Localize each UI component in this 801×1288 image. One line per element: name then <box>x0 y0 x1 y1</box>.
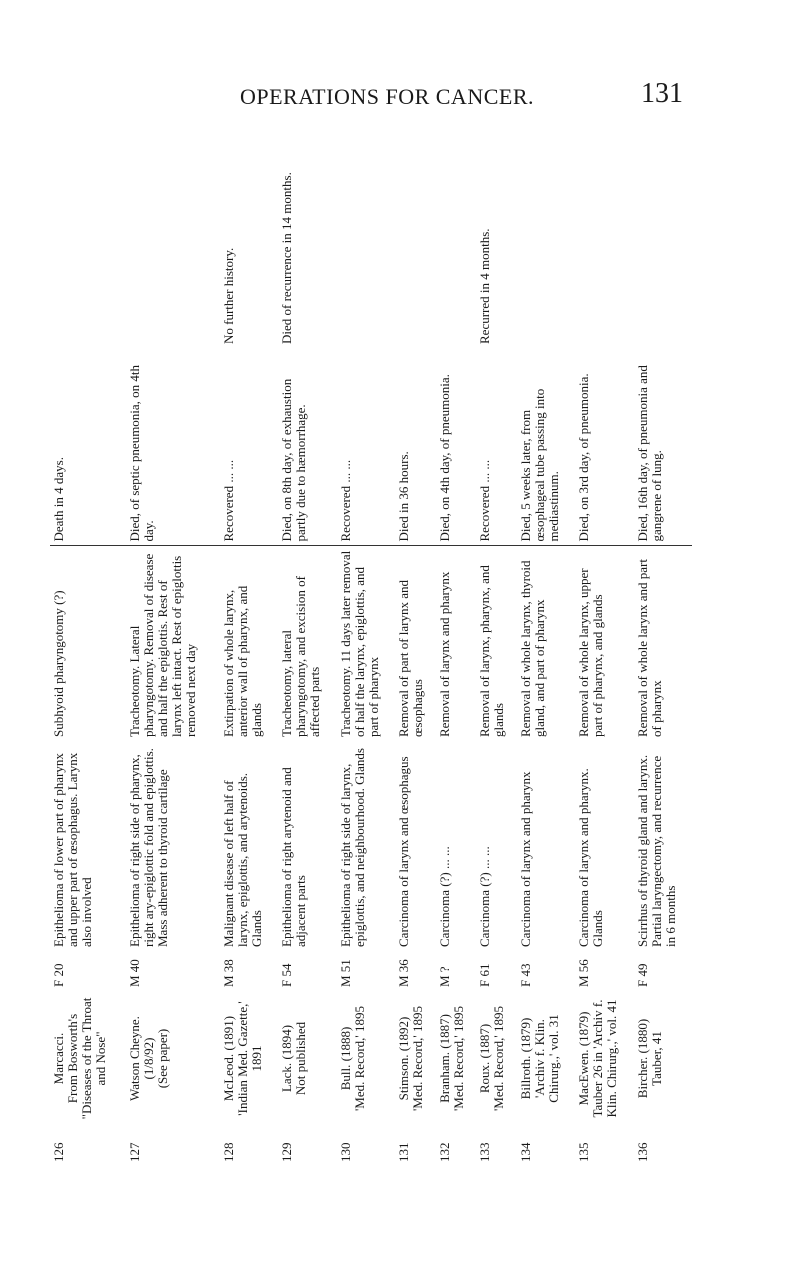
table-body <box>50 130 692 1166</box>
result-text: Recovered ... ... <box>221 459 236 542</box>
operator-reference <box>220 991 278 1126</box>
page-header <box>0 78 801 108</box>
case-number-text: 131 <box>396 1142 412 1162</box>
disease-description-text: Malignant disease of left half of larynx, epiglottis, and arytenoids. Glands <box>221 772 264 947</box>
sex-age <box>476 951 517 991</box>
disease-description <box>337 741 395 951</box>
sex-age <box>395 951 436 991</box>
operation-procedure-text: Tracheotomy. 11 days later removal of half the larynx, epiglottis, and part of pharynx <box>337 550 381 737</box>
disease-description <box>517 741 575 951</box>
remarks <box>476 130 517 348</box>
table-row <box>476 130 517 1166</box>
remarks <box>395 130 436 348</box>
sex-age <box>126 951 220 991</box>
operation-procedure-text: Extirpation of whole larynx, anterior wall of pharynx, and glands <box>221 585 264 737</box>
result <box>436 348 477 546</box>
disease-description <box>278 741 336 951</box>
operator-reference-text: Bircher. (1880) <box>634 1018 650 1099</box>
case-number <box>476 1126 517 1166</box>
operation-procedure <box>126 546 220 741</box>
sex-age <box>50 951 126 991</box>
operator-reference <box>517 991 575 1126</box>
disease-description-text: Carcinoma (?) ... ... <box>436 846 452 947</box>
remarks-text: No further history. <box>221 247 236 344</box>
operator-reference <box>126 991 220 1126</box>
operation-procedure <box>476 546 517 741</box>
sex-age-text: M ? <box>436 966 452 987</box>
result-text: Recovered ... ... <box>477 459 493 542</box>
case-number-text: 128 <box>221 1142 236 1162</box>
disease-description-text: Epithelioma of lower part of pharynx and upper part of œsophagus. Larynx also involved <box>51 752 94 947</box>
disease-description-text: Carcinoma of larynx and pharynx <box>517 771 533 947</box>
operator-reference <box>575 991 633 1126</box>
result <box>517 348 575 546</box>
operator-reference <box>476 991 517 1126</box>
operator-reference-text: 'Med. Record,' 1895 <box>491 1005 507 1112</box>
operator-reference-text: Watson Cheyne. (1/8/92) <box>127 1016 157 1101</box>
result-text: Died, on 3rd day, of pneumonia. <box>576 373 592 542</box>
sex-age <box>575 951 633 991</box>
operation-procedure <box>395 546 436 741</box>
operator-reference-text: Roux. (1887) <box>477 1023 493 1094</box>
sex-age <box>634 951 692 991</box>
sex-age-text: M 51 <box>337 959 353 987</box>
operator-reference-text: Tauber, 41 <box>648 1031 664 1086</box>
table-row <box>50 130 126 1166</box>
operation-procedure-text: Removal of part of larynx and œsophagus <box>396 579 426 737</box>
case-number-text: 127 <box>127 1142 143 1162</box>
operator-reference-text: McLeod. (1891) <box>221 1015 236 1102</box>
operator-reference <box>436 991 477 1126</box>
result <box>476 348 517 546</box>
case-number-text: 135 <box>576 1142 592 1162</box>
case-number-text: 129 <box>279 1142 295 1162</box>
sex-age-text: F 43 <box>517 963 533 987</box>
sex-age <box>337 951 395 991</box>
sex-age-text: F 61 <box>477 963 493 987</box>
disease-description <box>220 741 278 951</box>
case-number <box>575 1126 633 1166</box>
table-row <box>126 130 220 1166</box>
result <box>337 348 395 546</box>
remarks <box>220 130 278 348</box>
operator-reference-text: 'Archiv f. Klin. Chirurg.,' vol. 31 <box>531 1014 561 1103</box>
disease-description <box>634 741 692 951</box>
remarks <box>634 130 692 348</box>
result <box>220 348 278 546</box>
result-text: Recovered ... ... <box>337 459 353 542</box>
case-number <box>436 1126 477 1166</box>
result <box>395 348 436 546</box>
sex-age-text: M 36 <box>396 959 412 987</box>
disease-description <box>50 741 126 951</box>
operation-procedure-text: Removal of whole larynx and part of pharynx <box>634 559 664 737</box>
disease-description <box>436 741 477 951</box>
table-row <box>436 130 477 1166</box>
operator-reference-text: Marcacci. <box>51 1032 66 1085</box>
sex-age-text: F 20 <box>51 963 66 987</box>
result <box>575 348 633 546</box>
remarks <box>337 130 395 348</box>
operator-reference <box>278 991 336 1126</box>
operator-reference-text: MacEwen. (1879) <box>576 1011 592 1106</box>
remarks <box>575 130 633 348</box>
operator-reference-text: (See paper) <box>155 1028 171 1089</box>
sex-age-text: M 56 <box>576 959 592 987</box>
operation-procedure-text: Removal of whole larynx, thyroid gland, and part of pharynx <box>517 560 547 737</box>
operation-procedure-text: Removal of larynx and pharynx <box>436 571 452 737</box>
operation-procedure <box>220 546 278 741</box>
operation-procedure-text: Removal of whole larynx, upper part of pharynx, and glands <box>576 568 606 737</box>
operation-procedure-text: Removal of larynx, pharynx, and glands <box>477 565 507 737</box>
operator-reference-text: 'Med. Record,' 1895 <box>410 1005 426 1112</box>
table-row <box>395 130 436 1166</box>
result <box>634 348 692 546</box>
case-number <box>50 1126 126 1166</box>
result-text: Died, on 4th day, of pneumonia. <box>436 374 452 542</box>
operator-reference-text: 'Med. Record,' 1895 <box>450 1005 466 1112</box>
case-number <box>634 1126 692 1166</box>
case-number <box>395 1126 436 1166</box>
result <box>50 348 126 546</box>
remarks-text: Recurred in 4 months. <box>477 228 493 344</box>
table-row <box>337 130 395 1166</box>
page-number: 131 <box>641 78 683 109</box>
remarks <box>50 130 126 348</box>
remarks <box>126 130 220 348</box>
case-number-text: 132 <box>436 1142 452 1162</box>
case-number-text: 136 <box>634 1142 650 1162</box>
table-row <box>517 130 575 1166</box>
case-number <box>278 1126 336 1166</box>
sex-age-text: M 38 <box>221 959 236 987</box>
case-number <box>517 1126 575 1166</box>
disease-description-text: Epithelioma of right side of pharynx, right ary-epiglottic fold and epiglottis. Mass adherent to thyroid cartilage <box>127 748 171 947</box>
sex-age <box>220 951 278 991</box>
disease-description-text: Epithelioma of right side of larynx, epiglottis, and neighbourhood. Glands <box>337 748 367 947</box>
disease-description-text: Epithelioma of right arytenoid and adjacent parts <box>279 767 309 947</box>
operation-procedure <box>634 546 692 741</box>
case-number <box>337 1126 395 1166</box>
operator-reference-text: Lack. (1894) <box>279 1024 295 1093</box>
operator-reference-text: Billroth. (1879) <box>517 1017 533 1100</box>
operation-procedure <box>575 546 633 741</box>
sex-age <box>517 951 575 991</box>
operator-reference <box>634 991 692 1126</box>
operation-procedure-text: Tracheotomy. Lateral pharyngotomy. Removal of disease and half the epiglottis. Rest of larynx left intact. Rest of epiglottis removed next day <box>127 553 199 737</box>
operator-reference-text: Tauber 26 in 'Archiv f. Klin. Chirurg.,' vol. 41 <box>590 999 620 1118</box>
result <box>278 348 336 546</box>
sex-age <box>436 951 477 991</box>
operator-reference-text: 'Med. Record,' 1895 <box>351 1005 367 1112</box>
disease-description-text: Scirrhus of thyroid gland and larynx. Partial laryngectomy, and recurrence in 6 months <box>634 754 678 947</box>
operation-procedure <box>517 546 575 741</box>
disease-description-text: Carcinoma of larynx and pharynx. Glands <box>576 768 606 947</box>
operator-reference-text: Stimson. (1892) <box>396 1016 412 1101</box>
disease-description <box>476 741 517 951</box>
sex-age <box>278 951 336 991</box>
operator-reference-text: 'Indian Med. Gazette,' 1891 <box>235 1001 264 1116</box>
operation-procedure <box>278 546 336 741</box>
case-number-text: 134 <box>517 1142 533 1162</box>
operation-procedure <box>436 546 477 741</box>
operator-reference-text: Bull. (1888) <box>337 1026 353 1091</box>
disease-description <box>395 741 436 951</box>
remarks <box>436 130 477 348</box>
remarks <box>278 130 336 348</box>
running-title: OPERATIONS FOR CANCER. <box>240 84 534 109</box>
operator-reference <box>395 991 436 1126</box>
table-row <box>634 130 692 1166</box>
sex-age-text: F 54 <box>279 963 295 987</box>
case-number-text: 130 <box>337 1142 353 1162</box>
case-number <box>126 1126 220 1166</box>
operation-procedure <box>50 546 126 741</box>
result-text: Died, 5 weeks later, from œsophageal tube passing into mediastinum. <box>517 388 561 542</box>
disease-description-text: Carcinoma of larynx and œsophagus <box>396 756 412 947</box>
result-text: Died, 16th day, of pneumonia and gangrene of lung. <box>634 365 664 542</box>
operation-procedure-text: Subhyoid pharyngotomy (?) <box>51 590 66 737</box>
case-number-text: 133 <box>477 1142 493 1162</box>
rotated-table-container <box>50 130 692 1166</box>
case-number-text: 126 <box>51 1142 66 1162</box>
operator-reference <box>337 991 395 1126</box>
operator-reference <box>50 991 126 1126</box>
operator-reference-text: From Bosworth's "Diseases of the Throat and Nose" <box>65 997 108 1120</box>
result <box>126 348 220 546</box>
table-row <box>575 130 633 1166</box>
operation-procedure-text: Tracheotomy, lateral pharyngotomy, and excision of affected parts <box>279 576 323 737</box>
operator-reference-text: Not published <box>293 1021 309 1096</box>
cancer-operations-table <box>50 130 692 1166</box>
disease-description <box>575 741 633 951</box>
sex-age-text: M 40 <box>127 959 143 987</box>
result-text: Died in 36 hours. <box>396 451 412 542</box>
result-text: Death in 4 days. <box>51 457 66 542</box>
remarks-text: Died of recurrence in 14 months. <box>279 172 295 344</box>
table-row <box>278 130 336 1166</box>
result-text: Died, on 8th day, of exhaustion partly due to hæmorrhage. <box>279 378 309 542</box>
operation-procedure <box>337 546 395 741</box>
remarks <box>517 130 575 348</box>
operator-reference-text: Branham. (1887) <box>436 1014 452 1103</box>
sex-age-text: F 49 <box>634 963 650 987</box>
table-row <box>220 130 278 1166</box>
case-number <box>220 1126 278 1166</box>
disease-description <box>126 741 220 951</box>
disease-description-text: Carcinoma (?) ... ... <box>477 846 493 947</box>
result-text: Died, of septic pneumonia, on 4th day. <box>127 364 157 542</box>
